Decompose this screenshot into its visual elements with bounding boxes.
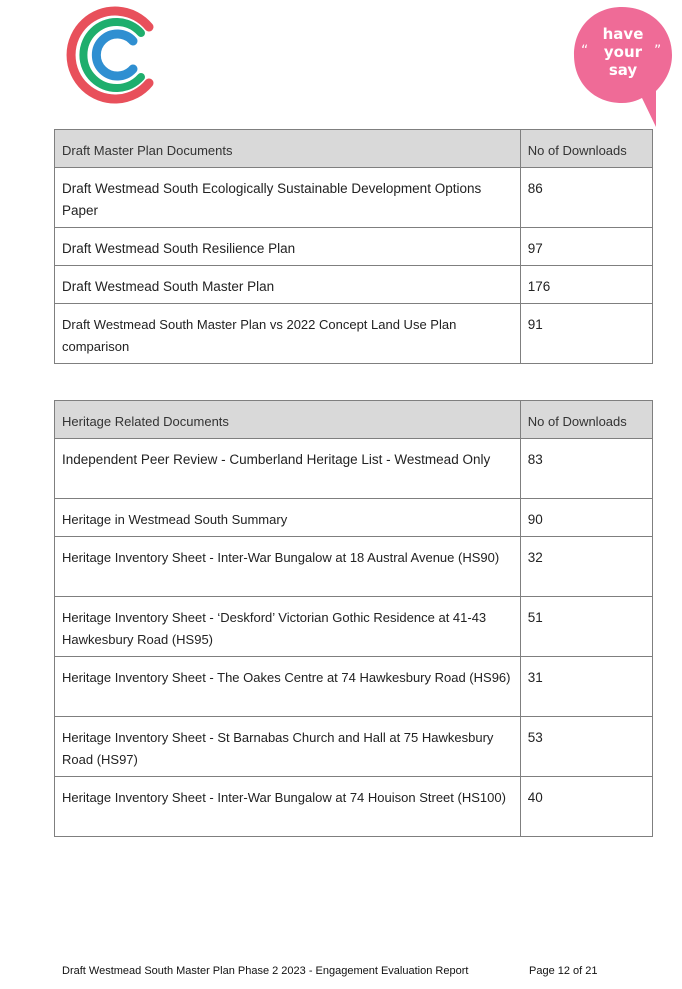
table-row <box>55 597 653 657</box>
column-header: Draft Master Plan Documents <box>55 130 521 168</box>
footer-page-number: Page 12 of 21 <box>529 965 598 977</box>
column-header: No of Downloads <box>520 401 652 439</box>
download-count: 40 <box>527 790 543 805</box>
document-name: Heritage in Westmead South Summary <box>62 512 288 527</box>
bubble-word-2: your <box>603 43 643 61</box>
heritage-documents-table <box>54 400 653 837</box>
table-row <box>55 228 653 266</box>
document-name: Heritage Inventory Sheet - Inter-War Bungalow at 74 Houison Street (HS100) <box>62 790 506 805</box>
document-name: Heritage Inventory Sheet - ‘Deskford’ Victorian Gothic Residence at 41-43 Hawkesbury Road (HS95) <box>62 610 487 647</box>
close-quote-icon: ” <box>654 43 662 59</box>
download-count: 90 <box>527 512 543 527</box>
table-header-row <box>55 130 653 168</box>
table-row <box>55 266 653 304</box>
table-row <box>55 168 653 228</box>
document-name: Draft Westmead South Master Plan <box>62 279 275 294</box>
document-name: Independent Peer Review - Cumberland Heritage List - Westmead Only <box>62 452 491 467</box>
download-count: 32 <box>527 550 543 565</box>
bubble-word-3: say <box>608 61 638 79</box>
concentric-c-logo-icon <box>66 5 158 105</box>
table-row <box>55 717 653 777</box>
footer-report-title: Draft Westmead South Master Plan Phase 2 2023 - Engagement Evaluation Report <box>62 965 469 977</box>
open-quote-icon: “ <box>581 43 589 59</box>
table-row <box>55 304 653 364</box>
document-name: Heritage Inventory Sheet - Inter-War Bungalow at 18 Austral Avenue (HS90) <box>62 550 500 565</box>
table-row <box>55 777 653 837</box>
download-count: 91 <box>527 317 543 332</box>
download-count: 31 <box>527 670 543 685</box>
document-name: Heritage Inventory Sheet - The Oakes Centre at 74 Hawkesbury Road (HS96) <box>62 670 511 685</box>
document-name: Heritage Inventory Sheet - St Barnabas Church and Hall at 75 Hawkesbury Road (HS97) <box>62 730 494 767</box>
document-name: Draft Westmead South Master Plan vs 2022 Concept Land Use Plan comparison <box>62 317 457 354</box>
table-row <box>55 537 653 597</box>
speech-bubble-logo-icon <box>572 5 674 129</box>
bubble-word-1: have <box>602 25 644 43</box>
download-count: 97 <box>527 241 543 256</box>
column-header: Heritage Related Documents <box>55 401 521 439</box>
download-count: 53 <box>527 730 543 745</box>
download-count: 176 <box>527 279 551 294</box>
table-row <box>55 657 653 717</box>
download-count: 51 <box>527 610 543 625</box>
master-plan-documents-table <box>54 129 653 364</box>
download-count: 83 <box>527 452 543 467</box>
column-header: No of Downloads <box>520 130 652 168</box>
table-row <box>55 499 653 537</box>
download-count: 86 <box>527 181 543 196</box>
table-row <box>55 439 653 499</box>
document-name: Draft Westmead South Ecologically Sustainable Development Options Paper <box>62 181 482 218</box>
table-header-row <box>55 401 653 439</box>
document-name: Draft Westmead South Resilience Plan <box>62 241 296 256</box>
